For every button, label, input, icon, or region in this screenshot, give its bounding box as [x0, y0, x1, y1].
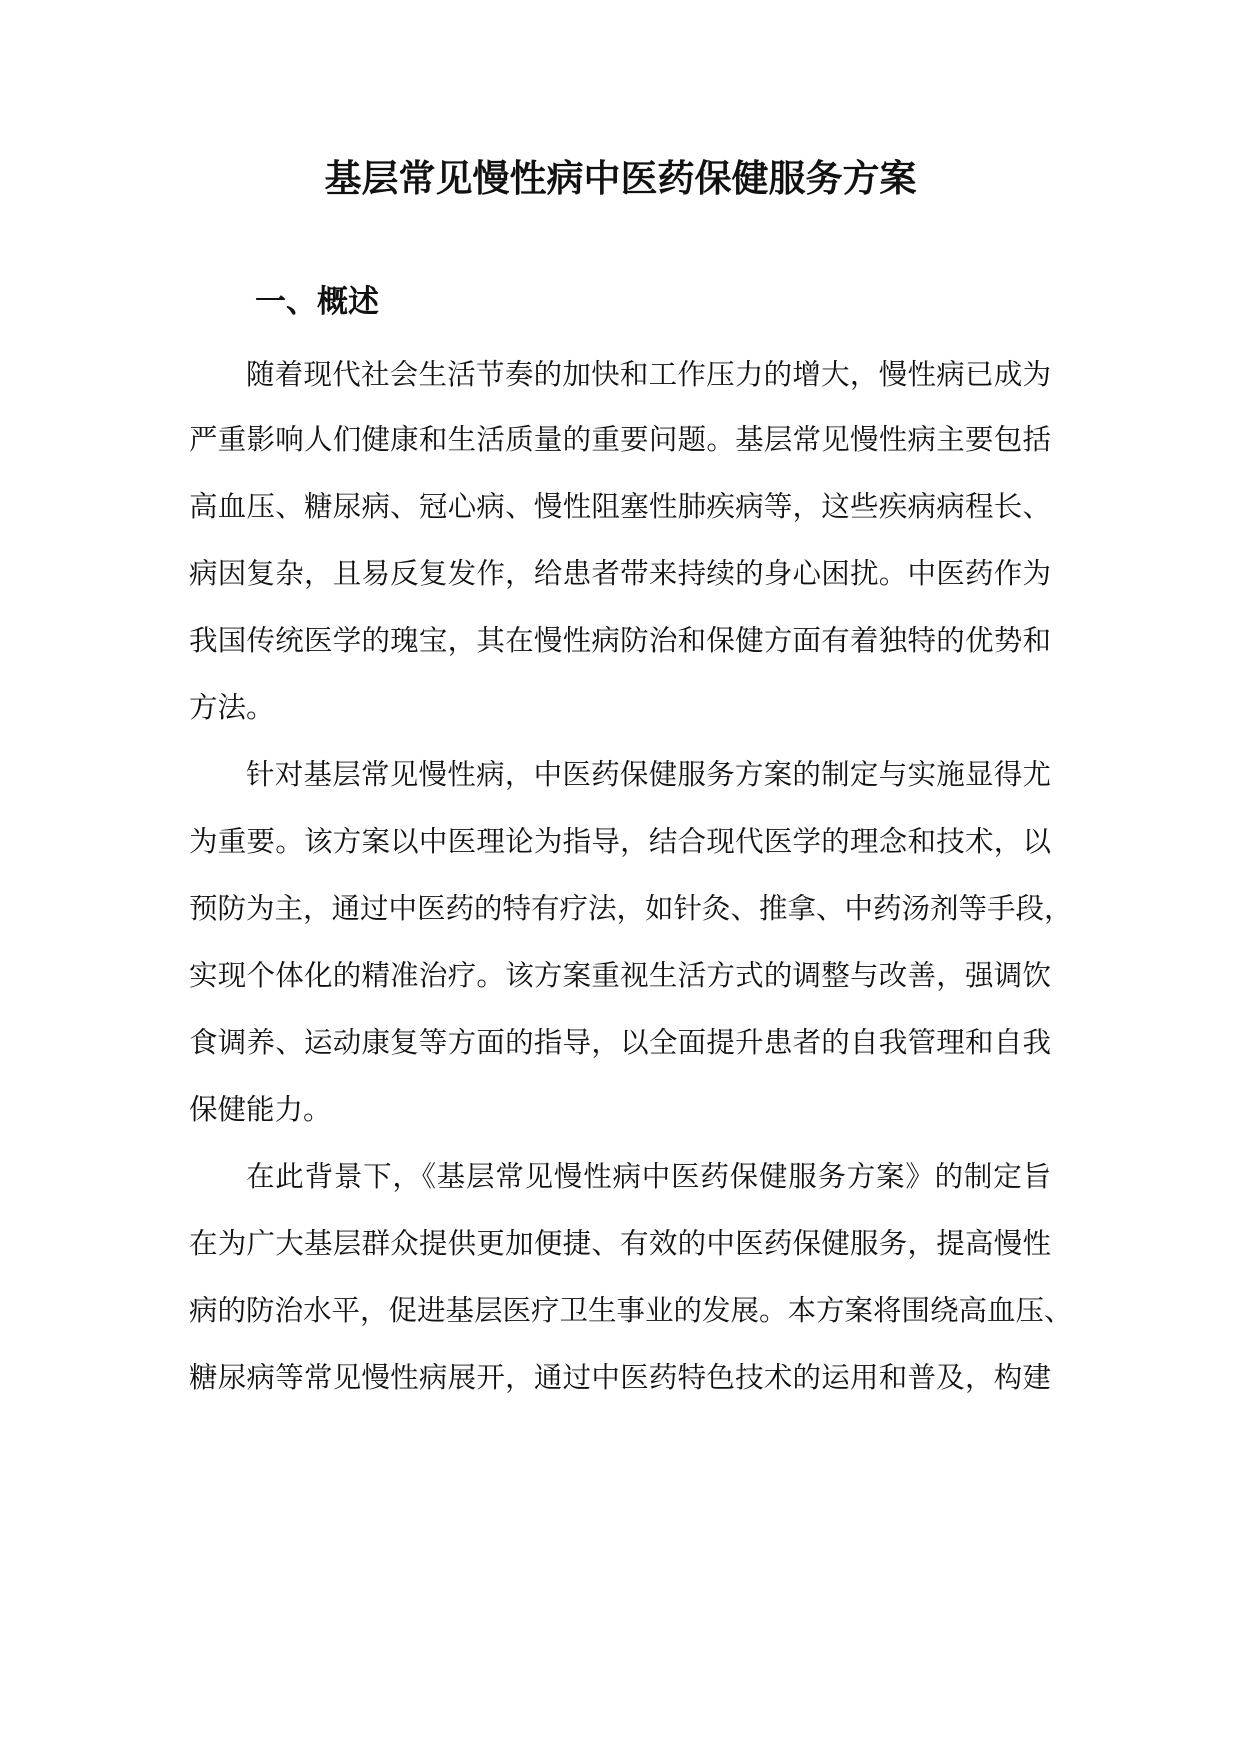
paragraph-line: 针对基层常见慢性病，中医药保健服务方案的制定与实施显得尤: [246, 758, 1051, 791]
paragraph-line: 方法。: [189, 691, 275, 724]
paragraph-line: 食调养、运动康复等方面的指导，以全面提升患者的自我管理和自我: [189, 1026, 1051, 1059]
document-title: 基层常见慢性病中医药保健服务方案: [324, 156, 917, 200]
paragraph-line: 在为广大基层群众提供更加便捷、有效的中医药保健服务，提高慢性: [189, 1227, 1051, 1260]
paragraph-line: 严重影响人们健康和生活质量的重要问题。基层常见慢性病主要包括: [189, 423, 1051, 456]
paragraph-line: 病因复杂，且易反复发作，给患者带来持续的身心困扰。中医药作为: [189, 557, 1051, 590]
paragraph-line: 糖尿病等常见慢性病展开，通过中医药特色技术的运用和普及，构建: [189, 1361, 1051, 1394]
section-heading-overview: 一、概述: [255, 284, 379, 320]
paragraph-line: 随着现代社会生活节奏的加快和工作压力的增大，慢性病已成为: [246, 358, 1051, 391]
paragraph-line: 为重要。该方案以中医理论为指导，结合现代医学的理念和技术，以: [189, 825, 1051, 858]
paragraph-line: 病的防治水平，促进基层医疗卫生事业的发展。本方案将围绕高血压、: [189, 1294, 1073, 1327]
paragraph-line: 高血压、糖尿病、冠心病、慢性阻塞性肺疾病等，这些疾病病程长、: [189, 490, 1051, 523]
paragraph-line: 预防为主，通过中医药的特有疗法，如针灸、推拿、中药汤剂等手段，: [189, 892, 1073, 925]
paragraph-line: 我国传统医学的瑰宝，其在慢性病防治和保健方面有着独特的优势和: [189, 624, 1051, 657]
paragraph-line: 保健能力。: [189, 1093, 332, 1126]
paragraph-line: 实现个体化的精准治疗。该方案重视生活方式的调整与改善，强调饮: [189, 959, 1051, 992]
paragraph-line: 在此背景下，《基层常见慢性病中医药保健服务方案》的制定旨: [246, 1160, 1051, 1193]
